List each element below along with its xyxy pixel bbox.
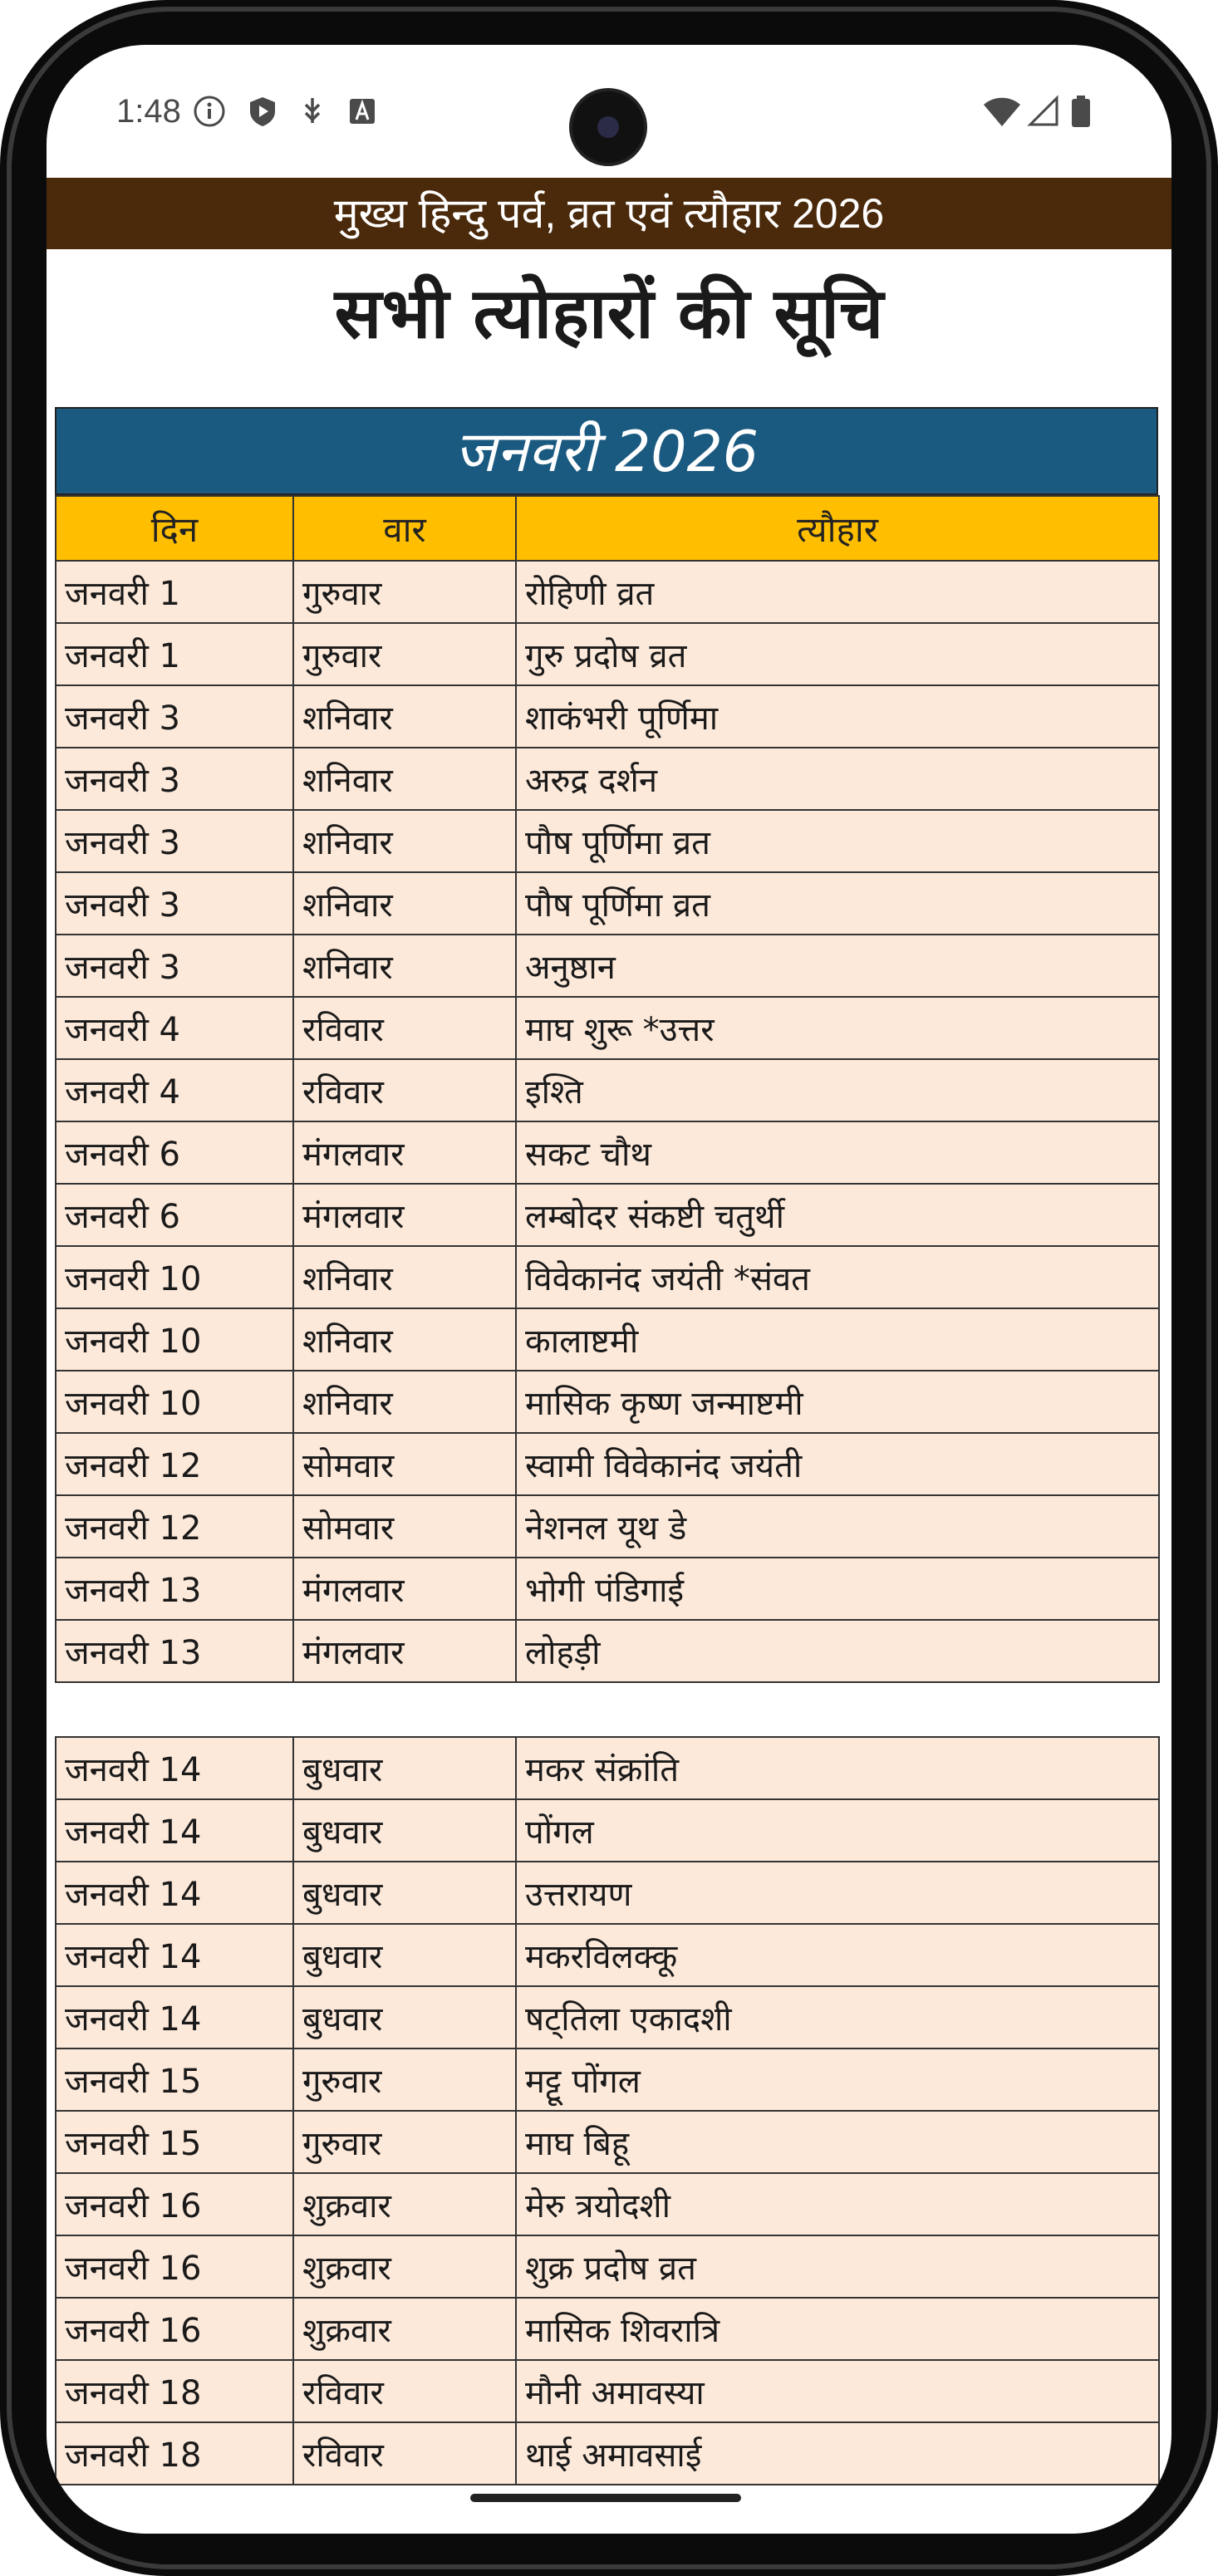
row-festival: शाकंभरी पूर्णिमा [516,685,1159,748]
table-row [56,2360,1159,2422]
table-row [56,1495,1159,1558]
row-weekday: शनिवार [293,685,516,748]
column-header-day: वार [293,496,516,561]
table-row [56,1059,1159,1121]
row-festival: लम्बोदर संकष्टी चतुर्थी [516,1184,1159,1246]
row-weekday: गुरुवार [293,2111,516,2173]
row-date: जनवरी 16 [56,2298,293,2360]
row-weekday: शनिवार [293,1371,516,1433]
column-header-row [56,496,1159,561]
table-row [56,1308,1159,1371]
table-row [56,2111,1159,2173]
row-festival: उत्तरायण [516,1862,1159,1924]
row-festival: मट्टू पोंगल [516,2049,1159,2111]
table-row [56,1184,1159,1246]
row-festival: मासिक शिवरात्रि [516,2298,1159,2360]
row-date: जनवरी 14 [56,1862,293,1924]
row-date: जनवरी 10 [56,1371,293,1433]
row-weekday: शुक्रवार [293,2235,516,2298]
table-row [56,810,1159,872]
table-row [56,1924,1159,1986]
row-weekday: रविवार [293,1059,516,1121]
table-row [56,935,1159,997]
festival-table-continued [55,1736,1160,2485]
row-festival: षट्तिला एकादशी [516,1986,1159,2049]
row-weekday: मंगलवार [293,1121,516,1184]
row-festival: अरुद्र दर्शन [516,748,1159,810]
row-festival: नेशनल यूथ डे [516,1495,1159,1558]
row-festival: सकट चौथ [516,1121,1159,1184]
row-weekday: रविवार [293,997,516,1059]
row-festival: थाई अमावसाई [516,2422,1159,2485]
row-weekday: रविवार [293,2422,516,2485]
row-weekday: शनिवार [293,1308,516,1371]
row-festival: भोगी पंडिगाई [516,1558,1159,1620]
table-row [56,623,1159,685]
row-weekday: बुधवार [293,1737,516,1799]
row-weekday: गुरुवार [293,2049,516,2111]
row-date: जनवरी 16 [56,2173,293,2235]
row-weekday: शनिवार [293,1246,516,1308]
table-row [56,748,1159,810]
page-title: सभी त्योहारों की सूचि [334,272,884,354]
row-date: जनवरी 18 [56,2422,293,2485]
row-weekday: मंगलवार [293,1184,516,1246]
table-row [56,1371,1159,1433]
row-festival: अनुष्ठान [516,935,1159,997]
shield-play-icon [246,95,279,128]
column-header-festival: त्यौहार [516,496,1159,561]
row-date: जनवरी 6 [56,1184,293,1246]
text-a-icon [346,95,379,128]
row-weekday: मंगलवार [293,1620,516,1682]
row-festival: मासिक कृष्ण जन्माष्टमी [516,1371,1159,1433]
front-camera [569,88,647,166]
signal-icon [1027,95,1060,128]
table-row [56,1433,1159,1495]
row-festival: मकरविलक्कू [516,1924,1159,1986]
row-weekday: शनिवार [293,748,516,810]
table-row [56,1620,1159,1682]
row-date: जनवरी 6 [56,1121,293,1184]
row-weekday: शनिवार [293,935,516,997]
row-festival: लोहड़ी [516,1620,1159,1682]
row-date: जनवरी 13 [56,1558,293,1620]
festival-table-part1 [55,407,1158,1683]
row-date: जनवरी 12 [56,1495,293,1558]
battery-icon [1070,95,1092,128]
row-weekday: शनिवार [293,872,516,935]
table-row [56,1737,1159,1799]
row-festival: मौनी अमावस्या [516,2360,1159,2422]
table-row [56,1121,1159,1184]
table-row [56,2049,1159,2111]
row-festival: रोहिणी व्रत [516,561,1159,623]
row-festival: इश्ति [516,1059,1159,1121]
gesture-nav-bar[interactable] [470,2494,741,2502]
row-weekday: बुधवार [293,1799,516,1862]
screen [47,45,1171,2534]
row-weekday: रविवार [293,2360,516,2422]
row-date: जनवरी 14 [56,1986,293,2049]
row-date: जनवरी 3 [56,810,293,872]
row-festival: कालाष्टमी [516,1308,1159,1371]
row-date: जनवरी 15 [56,2111,293,2173]
row-date: जनवरी 14 [56,1799,293,1862]
table-row [56,872,1159,935]
row-weekday: बुधवार [293,1862,516,1924]
row-weekday: गुरुवार [293,623,516,685]
row-festival: मेरु त्रयोदशी [516,2173,1159,2235]
row-festival: स्वामी विवेकानंद जयंती [516,1433,1159,1495]
table-row [56,1986,1159,2049]
row-date: जनवरी 15 [56,2049,293,2111]
app-header: मुख्य हिन्दु पर्व, व्रत एवं त्यौहार 2026 [47,178,1171,249]
row-date: जनवरी 1 [56,561,293,623]
row-weekday: सोमवार [293,1433,516,1495]
table-row [56,2173,1159,2235]
row-date: जनवरी 4 [56,997,293,1059]
row-festival: पौष पूर्णिमा व्रत [516,872,1159,935]
table-row [56,2422,1159,2485]
table-row [56,561,1159,623]
festival-table [55,495,1160,1683]
row-weekday: शुक्रवार [293,2298,516,2360]
row-festival: विवेकानंद जयंती *संवत [516,1246,1159,1308]
table-row [56,1862,1159,1924]
usb-debug-icon [296,95,329,128]
column-header-date: दिन [56,496,293,561]
row-date: जनवरी 3 [56,935,293,997]
row-date: जनवरी 14 [56,1924,293,1986]
row-festival: माघ शुरू *उत्तर [516,997,1159,1059]
wifi-icon [982,95,1022,128]
row-date: जनवरी 12 [56,1433,293,1495]
info-icon [193,95,226,128]
row-date: जनवरी 4 [56,1059,293,1121]
row-weekday: शुक्रवार [293,2173,516,2235]
row-date: जनवरी 10 [56,1308,293,1371]
table-row [56,1799,1159,1862]
table-row [56,1558,1159,1620]
row-date: जनवरी 14 [56,1737,293,1799]
row-festival: माघ बिहू [516,2111,1159,2173]
month-heading: जनवरी 2026 [55,407,1158,495]
row-date: जनवरी 18 [56,2360,293,2422]
table-row [56,1246,1159,1308]
row-date: जनवरी 1 [56,623,293,685]
row-weekday: सोमवार [293,1495,516,1558]
status-bar [47,45,1171,178]
row-date: जनवरी 10 [56,1246,293,1308]
row-festival: शुक्र प्रदोष व्रत [516,2235,1159,2298]
row-weekday: बुधवार [293,1924,516,1986]
row-weekday: शनिवार [293,810,516,872]
row-festival: मकर संक्रांति [516,1737,1159,1799]
row-festival: गुरु प्रदोष व्रत [516,623,1159,685]
row-weekday: मंगलवार [293,1558,516,1620]
table-row [56,2235,1159,2298]
row-festival: पोंगल [516,1799,1159,1862]
row-weekday: गुरुवार [293,561,516,623]
status-time: 1:48 [116,93,181,130]
table-row [56,2298,1159,2360]
row-date: जनवरी 3 [56,685,293,748]
festival-table-part2 [55,1736,1158,2485]
row-date: जनवरी 3 [56,748,293,810]
row-date: जनवरी 13 [56,1620,293,1682]
table-row [56,997,1159,1059]
table-row [56,685,1159,748]
row-weekday: बुधवार [293,1986,516,2049]
row-date: जनवरी 3 [56,872,293,935]
row-date: जनवरी 16 [56,2235,293,2298]
row-festival: पौष पूर्णिमा व्रत [516,810,1159,872]
